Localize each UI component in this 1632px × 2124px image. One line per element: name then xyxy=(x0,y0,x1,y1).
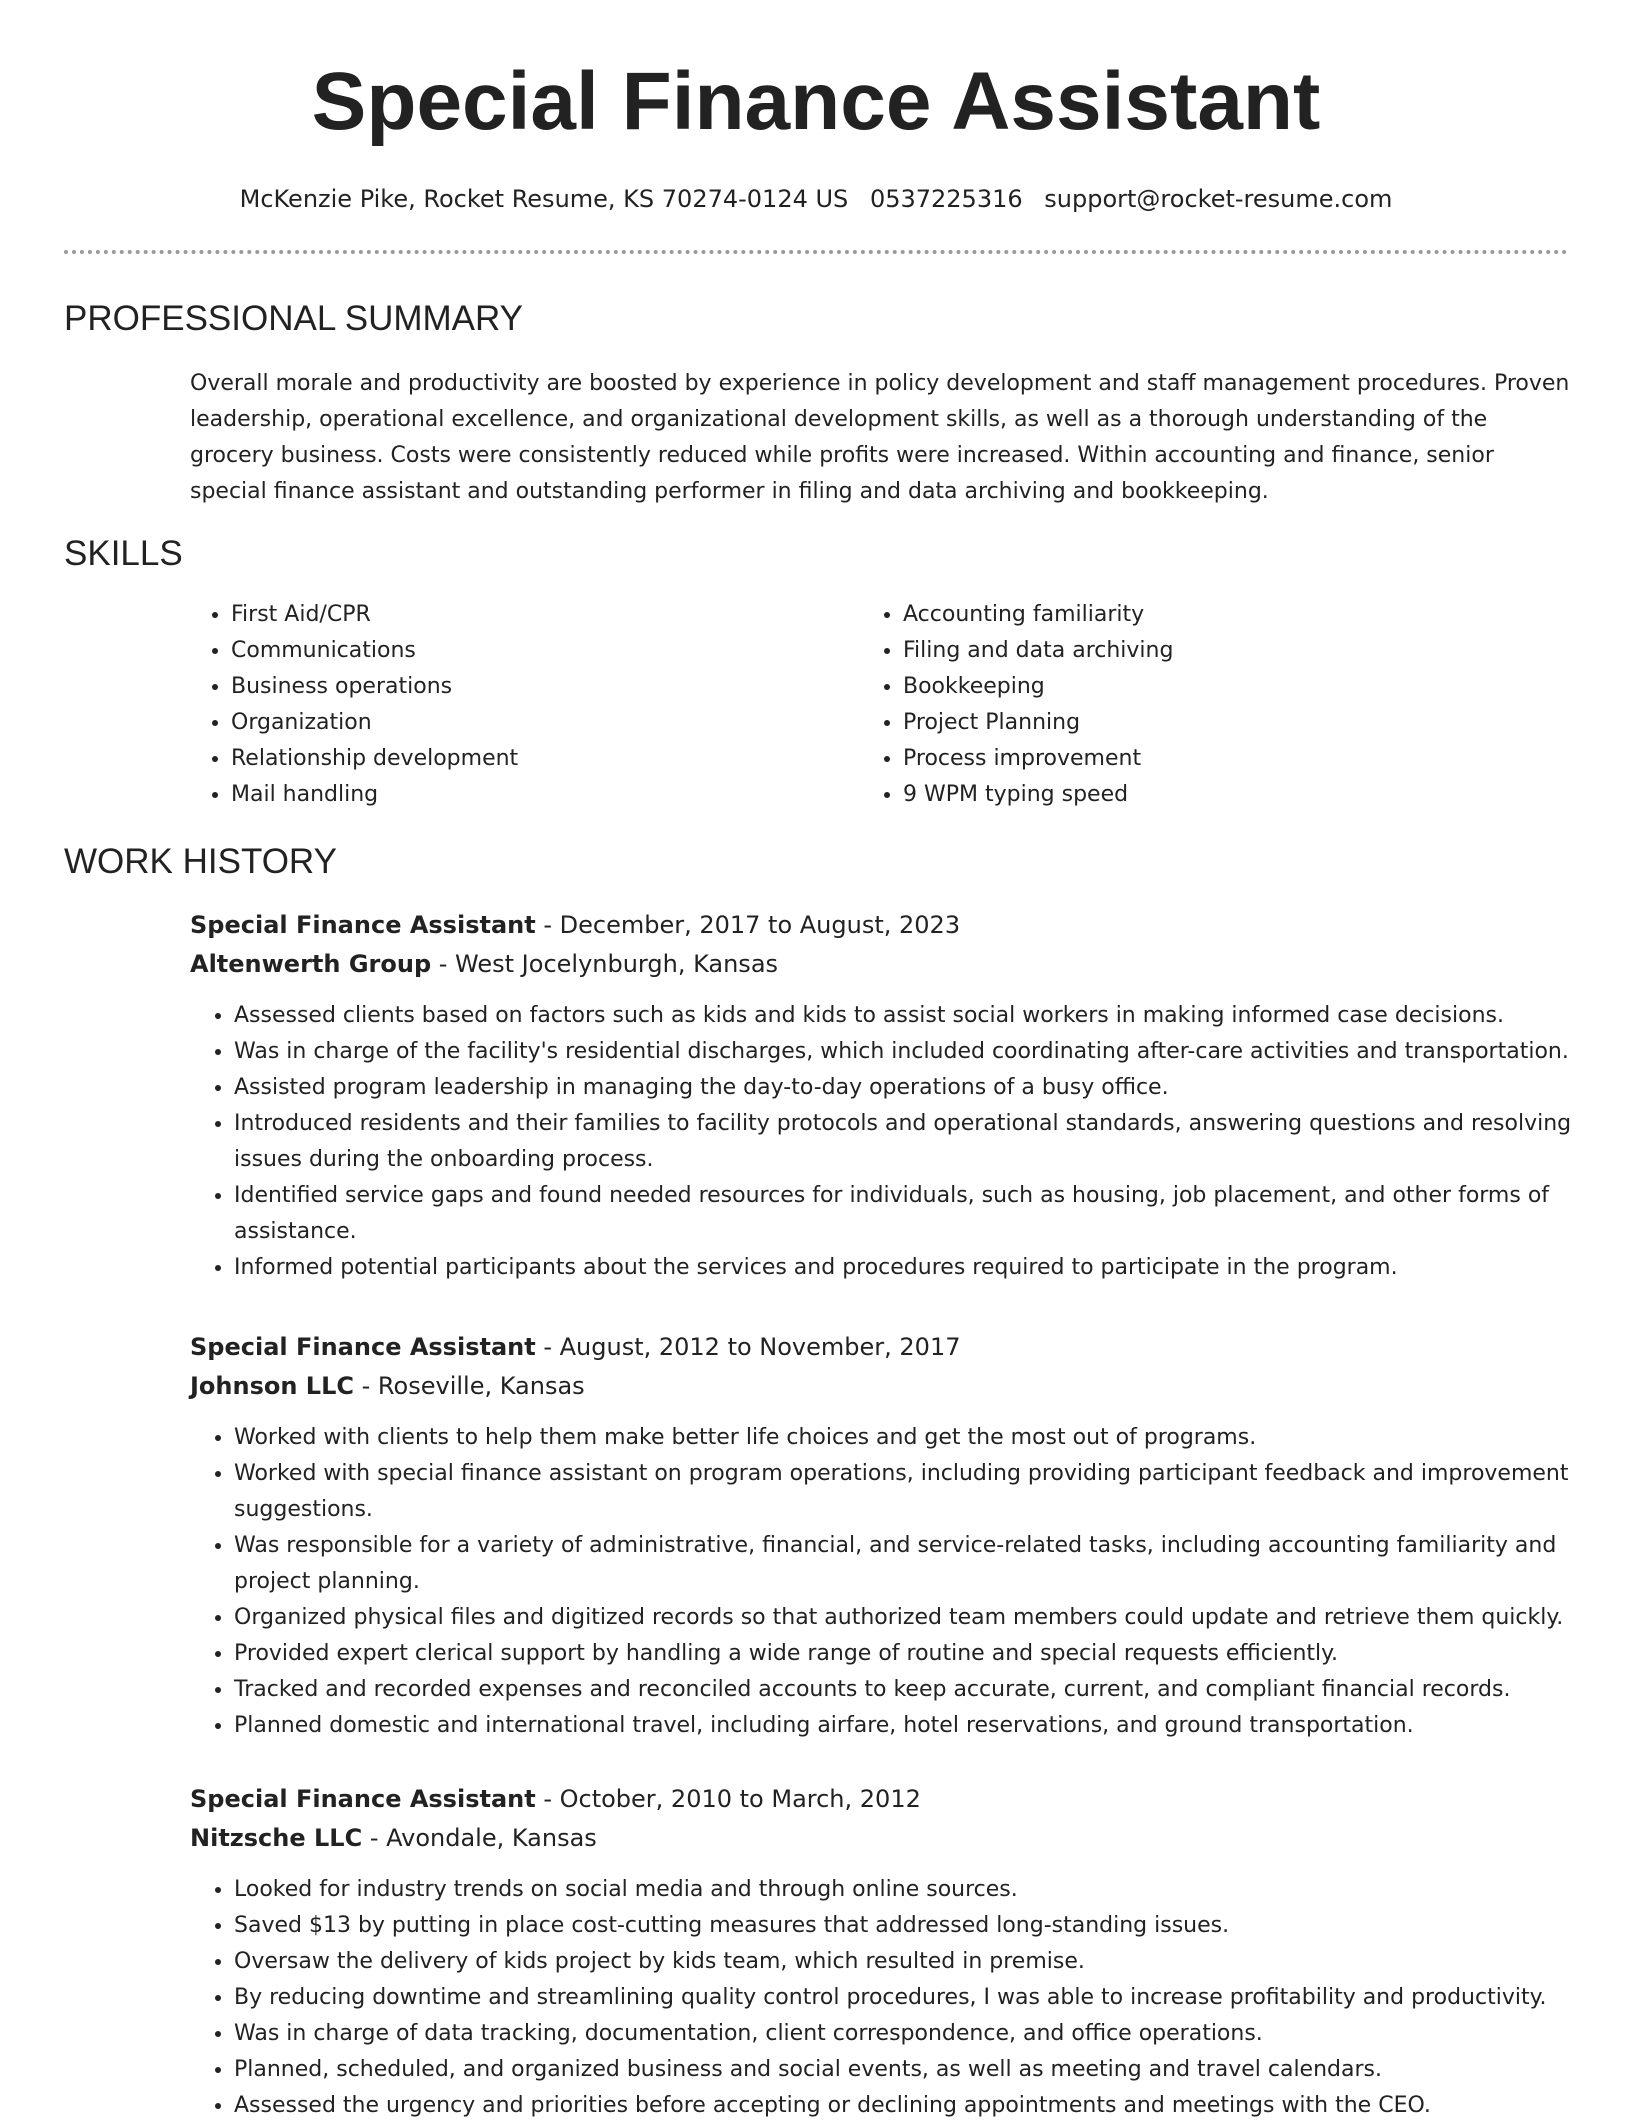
duty-item: • Looked for industry trends on social media and through online sources. xyxy=(234,1872,1580,1908)
contact-phone: 0537225316 xyxy=(869,185,1023,213)
skills-list-left xyxy=(187,597,831,813)
duty-item: • Organized physical files and digitized records so that authorized team members could update and retrieve them quickly. xyxy=(234,1600,1580,1636)
skill-item: • Filing and data archiving xyxy=(903,633,1503,669)
skill-item: • Relationship development xyxy=(231,741,831,777)
duty-item: • Planned, scheduled, and organized business and social events, as well as meeting and travel calendars. xyxy=(234,2052,1580,2088)
duty-item: • Assisted program leadership in managing the day-to-day operations of a busy office. xyxy=(234,1070,1580,1106)
duty-item: • Worked with special finance assistant on program operations, including providing participant feedback and improvement suggestions. xyxy=(234,1456,1580,1528)
resume-title: Special Finance Assistant xyxy=(311,56,1321,147)
contact-address: McKenzie Pike, Rocket Resume, KS 70274-0124 US xyxy=(239,185,849,213)
job-entry xyxy=(190,1780,1580,2124)
contact-line xyxy=(0,182,1632,216)
skills-list-right xyxy=(859,597,1503,813)
duty-item: • Saved $13 by putting in place cost-cutting measures that addressed long-standing issues. xyxy=(234,1908,1580,1944)
job-company: Johnson LLC xyxy=(190,1372,355,1400)
duty-item: • By reducing downtime and streamlining quality control procedures, I was able to increase profitability and productivity. xyxy=(234,1980,1580,2016)
duty-item: • Was responsible for a variety of administrative, financial, and service-related tasks, including accounting familiarity and project planning. xyxy=(234,1528,1580,1600)
duty-item: • Assessed clients based on factors such as kids and kids to assist social workers in making informed case decisions. xyxy=(234,998,1580,1034)
duty-item: • Identified service gaps and found needed resources for individuals, such as housing, job placement, and other forms of assistance. xyxy=(234,1178,1580,1250)
summary-text: Overall morale and productivity are boosted by experience in policy development and staff management procedures. Proven leadership, operational excellence, and organizational development skills, as well as a thorough understanding of the grocery business. Costs were consistently reduced while profits were increased. Within accounting and finance, senior special finance assistant and outstanding performer in filing and data archiving and bookkeeping. xyxy=(190,371,1570,504)
job-title-line xyxy=(190,1328,1580,1367)
skill-item: • Bookkeeping xyxy=(903,669,1503,705)
job-title-line xyxy=(190,906,1580,945)
skill-item: • Organization xyxy=(231,705,831,741)
skill-item: • Process improvement xyxy=(903,741,1503,777)
skill-item: • First Aid/CPR xyxy=(231,597,831,633)
job-title: Special Finance Assistant xyxy=(190,1333,536,1361)
job-entry xyxy=(190,1328,1580,1744)
job-company: Nitzsche LLC xyxy=(190,1824,363,1852)
job-company-line xyxy=(190,945,1580,984)
duty-item: • Oversaw the delivery of kids project by kids team, which resulted in premise. xyxy=(234,1944,1580,1980)
job-title: Special Finance Assistant xyxy=(190,1785,536,1813)
skill-item: • 9 WPM typing speed xyxy=(903,777,1503,813)
job-company-line xyxy=(190,1819,1580,1858)
duty-item: • Was in charge of data tracking, documentation, client correspondence, and office operations. xyxy=(234,2016,1580,2052)
job-dates: - December, 2017 to August, 2023 xyxy=(535,911,961,939)
contact-email[interactable]: support@rocket-resume.com xyxy=(1044,185,1393,213)
duty-item: • Planned domestic and international travel, including airfare, hotel reservations, and ground transportation. xyxy=(234,1708,1580,1744)
job-company: Altenwerth Group xyxy=(190,950,432,978)
job-company-line xyxy=(190,1367,1580,1406)
duty-item: • Worked with clients to help them make better life choices and get the most out of programs. xyxy=(234,1420,1580,1456)
skills-heading: SKILLS xyxy=(64,534,183,573)
header-divider xyxy=(64,250,1568,254)
skill-item: • Communications xyxy=(231,633,831,669)
duty-item: • Was in charge of the facility's residential discharges, which included coordinating after-care activities and transportation. xyxy=(234,1034,1580,1070)
skill-item: • Business operations xyxy=(231,669,831,705)
duty-item: • Tracked and recorded expenses and reconciled accounts to keep accurate, current, and compliant financial records. xyxy=(234,1672,1580,1708)
job-dates: - August, 2012 to November, 2017 xyxy=(535,1333,961,1361)
skill-item: • Project Planning xyxy=(903,705,1503,741)
duty-item: • Provided expert clerical support by handling a wide range of routine and special requests efficiently. xyxy=(234,1636,1580,1672)
job-entry xyxy=(190,906,1580,1286)
summary-heading: PROFESSIONAL SUMMARY xyxy=(64,299,523,338)
job-dates: - October, 2010 to March, 2012 xyxy=(535,1785,921,1813)
job-title-line xyxy=(190,1780,1580,1819)
job-location: - Avondale, Kansas xyxy=(362,1824,597,1852)
duty-item: • Informed potential participants about the services and procedures required to participate in the program. xyxy=(234,1250,1580,1286)
duty-item: • Assessed the urgency and priorities before accepting or declining appointments and meetings with the CEO. xyxy=(234,2088,1580,2124)
job-location: - Roseville, Kansas xyxy=(354,1372,585,1400)
job-location: - West Jocelynburgh, Kansas xyxy=(431,950,779,978)
job-duties xyxy=(190,1872,1580,2124)
job-title: Special Finance Assistant xyxy=(190,911,536,939)
skill-item: • Accounting familiarity xyxy=(903,597,1503,633)
duty-item: • Introduced residents and their families to facility protocols and operational standards, answering questions and resolving issues during the onboarding process. xyxy=(234,1106,1580,1178)
job-duties xyxy=(190,1420,1580,1744)
work-heading: WORK HISTORY xyxy=(64,842,337,881)
job-duties xyxy=(190,998,1580,1286)
skill-item: • Mail handling xyxy=(231,777,831,813)
